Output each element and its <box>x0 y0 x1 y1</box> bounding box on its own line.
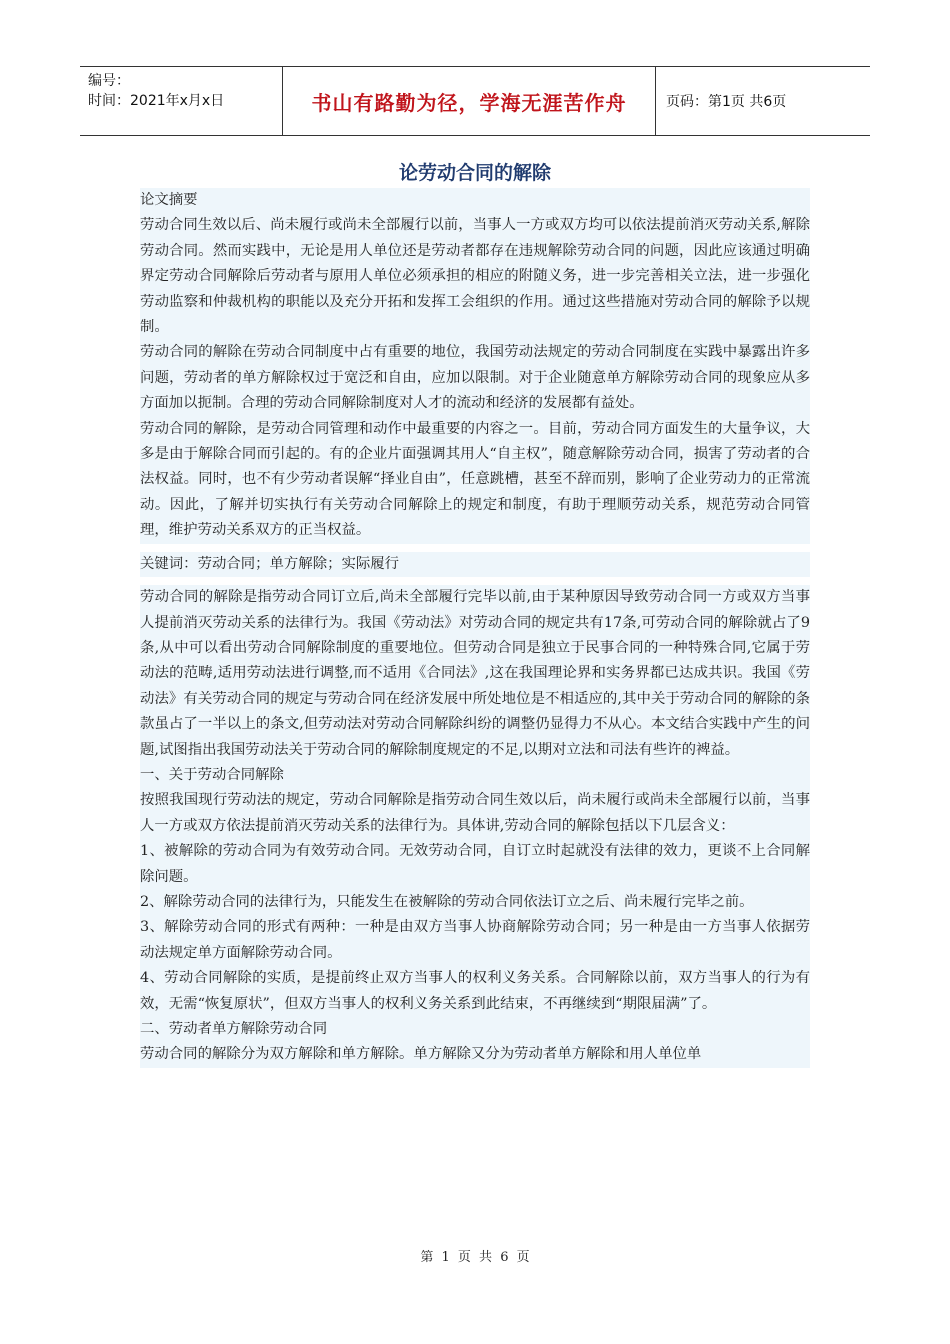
section-heading: 二、劳动者单方解除劳动合同 <box>140 1021 328 1037</box>
time-label: 时间：2021年x月x日 <box>88 93 225 109</box>
document-title: 论劳动合同的解除 <box>398 162 551 184</box>
page-footer: 第 1 页 共 6 页 <box>420 1250 530 1265</box>
list-item: 4、劳动合同解除的实质，是提前终止双方当事人的权利义务关系。合同解除以前，双方当事人的行为有效，无需“恢复原状”，但双方当事人的权利义务关系到此结束，不再继续到“期限届满”了。 <box>140 970 810 1012</box>
header-meta <box>80 67 282 135</box>
header-table <box>80 66 870 136</box>
abstract-paragraph: 劳动合同的解除在劳动合同制度中占有重要的地位，我国劳动法规定的劳动合同制度在实践中暴露出许多问题，劳动者的单方解除权过于宽泛和自由，应加以限制。对于企业随意单方解除劳动合同的现象应从多方面加以扼制。合理的劳动合同解除制度对人才的流动和经济的发展都有益处。 <box>140 344 810 412</box>
header-page-code: 页码：第1页 共6页 <box>666 94 787 110</box>
abstract-heading: 论文摘要 <box>140 192 198 208</box>
body-paragraph: 劳动合同的解除是指劳动合同订立后,尚未全部履行完毕以前,由于某种原因导致劳动合同一方或双方当事人提前消灭劳动关系的法律行为。我国《劳动法》对劳动合同的规定共有17条,可劳动合同的解除就占了9条,从中可以看出劳动合同解除制度的重要地位。但劳动合同是独立于民事合同的一种特殊合同,它属于劳动法的范畴,适用劳动法进行调整,而不适用《合同法》,这在我国理论界和实务界都已达成共识。我国《劳动法》有关劳动合同的规定与劳动合同在经济发展中所处地位是不相适应的,其中关于劳动合同的解除的条款虽占了一半以上的条文,但劳动法对劳动合同解除纠纷的调整仍显得力不从心。本文结合实践中产生的问题,试图指出我国劳动法关于劳动合同的解除制度规定的不足,以期对立法和司法有些许的裨益。 <box>140 589 810 758</box>
abstract-paragraph: 劳动合同的解除，是劳动合同管理和动作中最重要的内容之一。目前，劳动合同方面发生的大量争议，大多是由于解除合同而引起的。有的企业片面强调其用人“自主权”，随意解除劳动合同，损害了劳动者的合法权益。同时，也不有少劳动者误解“择业自由”，任意跳槽，甚至不辞而别，影响了企业劳动力的正常流动。因此，了解并切实执行有关劳动合同解除上的规定和制度，有助于理顺劳动关系，规范劳动合同管理，维护劳动关系双方的正当权益。 <box>140 420 810 539</box>
abstract-section <box>140 188 810 544</box>
list-item: 2、解除劳动合同的法律行为，只能发生在被解除的劳动合同依法订立之后、尚未履行完毕之前。 <box>140 893 754 910</box>
keywords: 关键词：劳动合同；单方解除；实际履行 <box>140 552 810 577</box>
document-body <box>140 188 810 1068</box>
main-section <box>140 585 810 1068</box>
list-item: 1、被解除的劳动合同为有效劳动合同。无效劳动合同，自订立时起就没有法律的效力，更谈不上合同解除问题。 <box>140 843 810 885</box>
body-paragraph: 按照我国现行劳动法的规定，劳动合同解除是指劳动合同生效以后，尚未履行或尚未全部履行以前，当事人一方或双方依法提前消灭劳动关系的法律行为。具体讲,劳动合同的解除包括以下几层含义： <box>140 792 810 834</box>
number-label: 编号： <box>88 73 130 89</box>
body-paragraph: 劳动合同的解除分为双方解除和单方解除。单方解除又分为劳动者单方解除和用人单位单 <box>140 1046 702 1063</box>
list-item: 3、解除劳动合同的形式有两种：一种是由双方当事人协商解除劳动合同；另一种是由一方当事人依据劳动法规定单方面解除劳动合同。 <box>140 919 810 961</box>
section-heading: 一、关于劳动合同解除 <box>140 766 284 783</box>
abstract-paragraph: 劳动合同生效以后、尚未履行或尚未全部履行以前，当事人一方或双方均可以依法提前消灭劳动关系,解除劳动合同。然而实践中，无论是用人单位还是劳动者都存在违规解除劳动合同的问题，因此应该通过明确界定劳动合同解除后劳动者与原用人单位必须承担的相应的附随义务，进一步完善相关立法，进一步强化劳动监察和仲裁机构的职能以及充分开拓和发挥工会组织的作用。通过这些措施对劳动合同的解除予以规制。 <box>140 217 810 336</box>
header-motto: 书山有路勤为径，学海无涯苦作舟 <box>282 67 656 135</box>
